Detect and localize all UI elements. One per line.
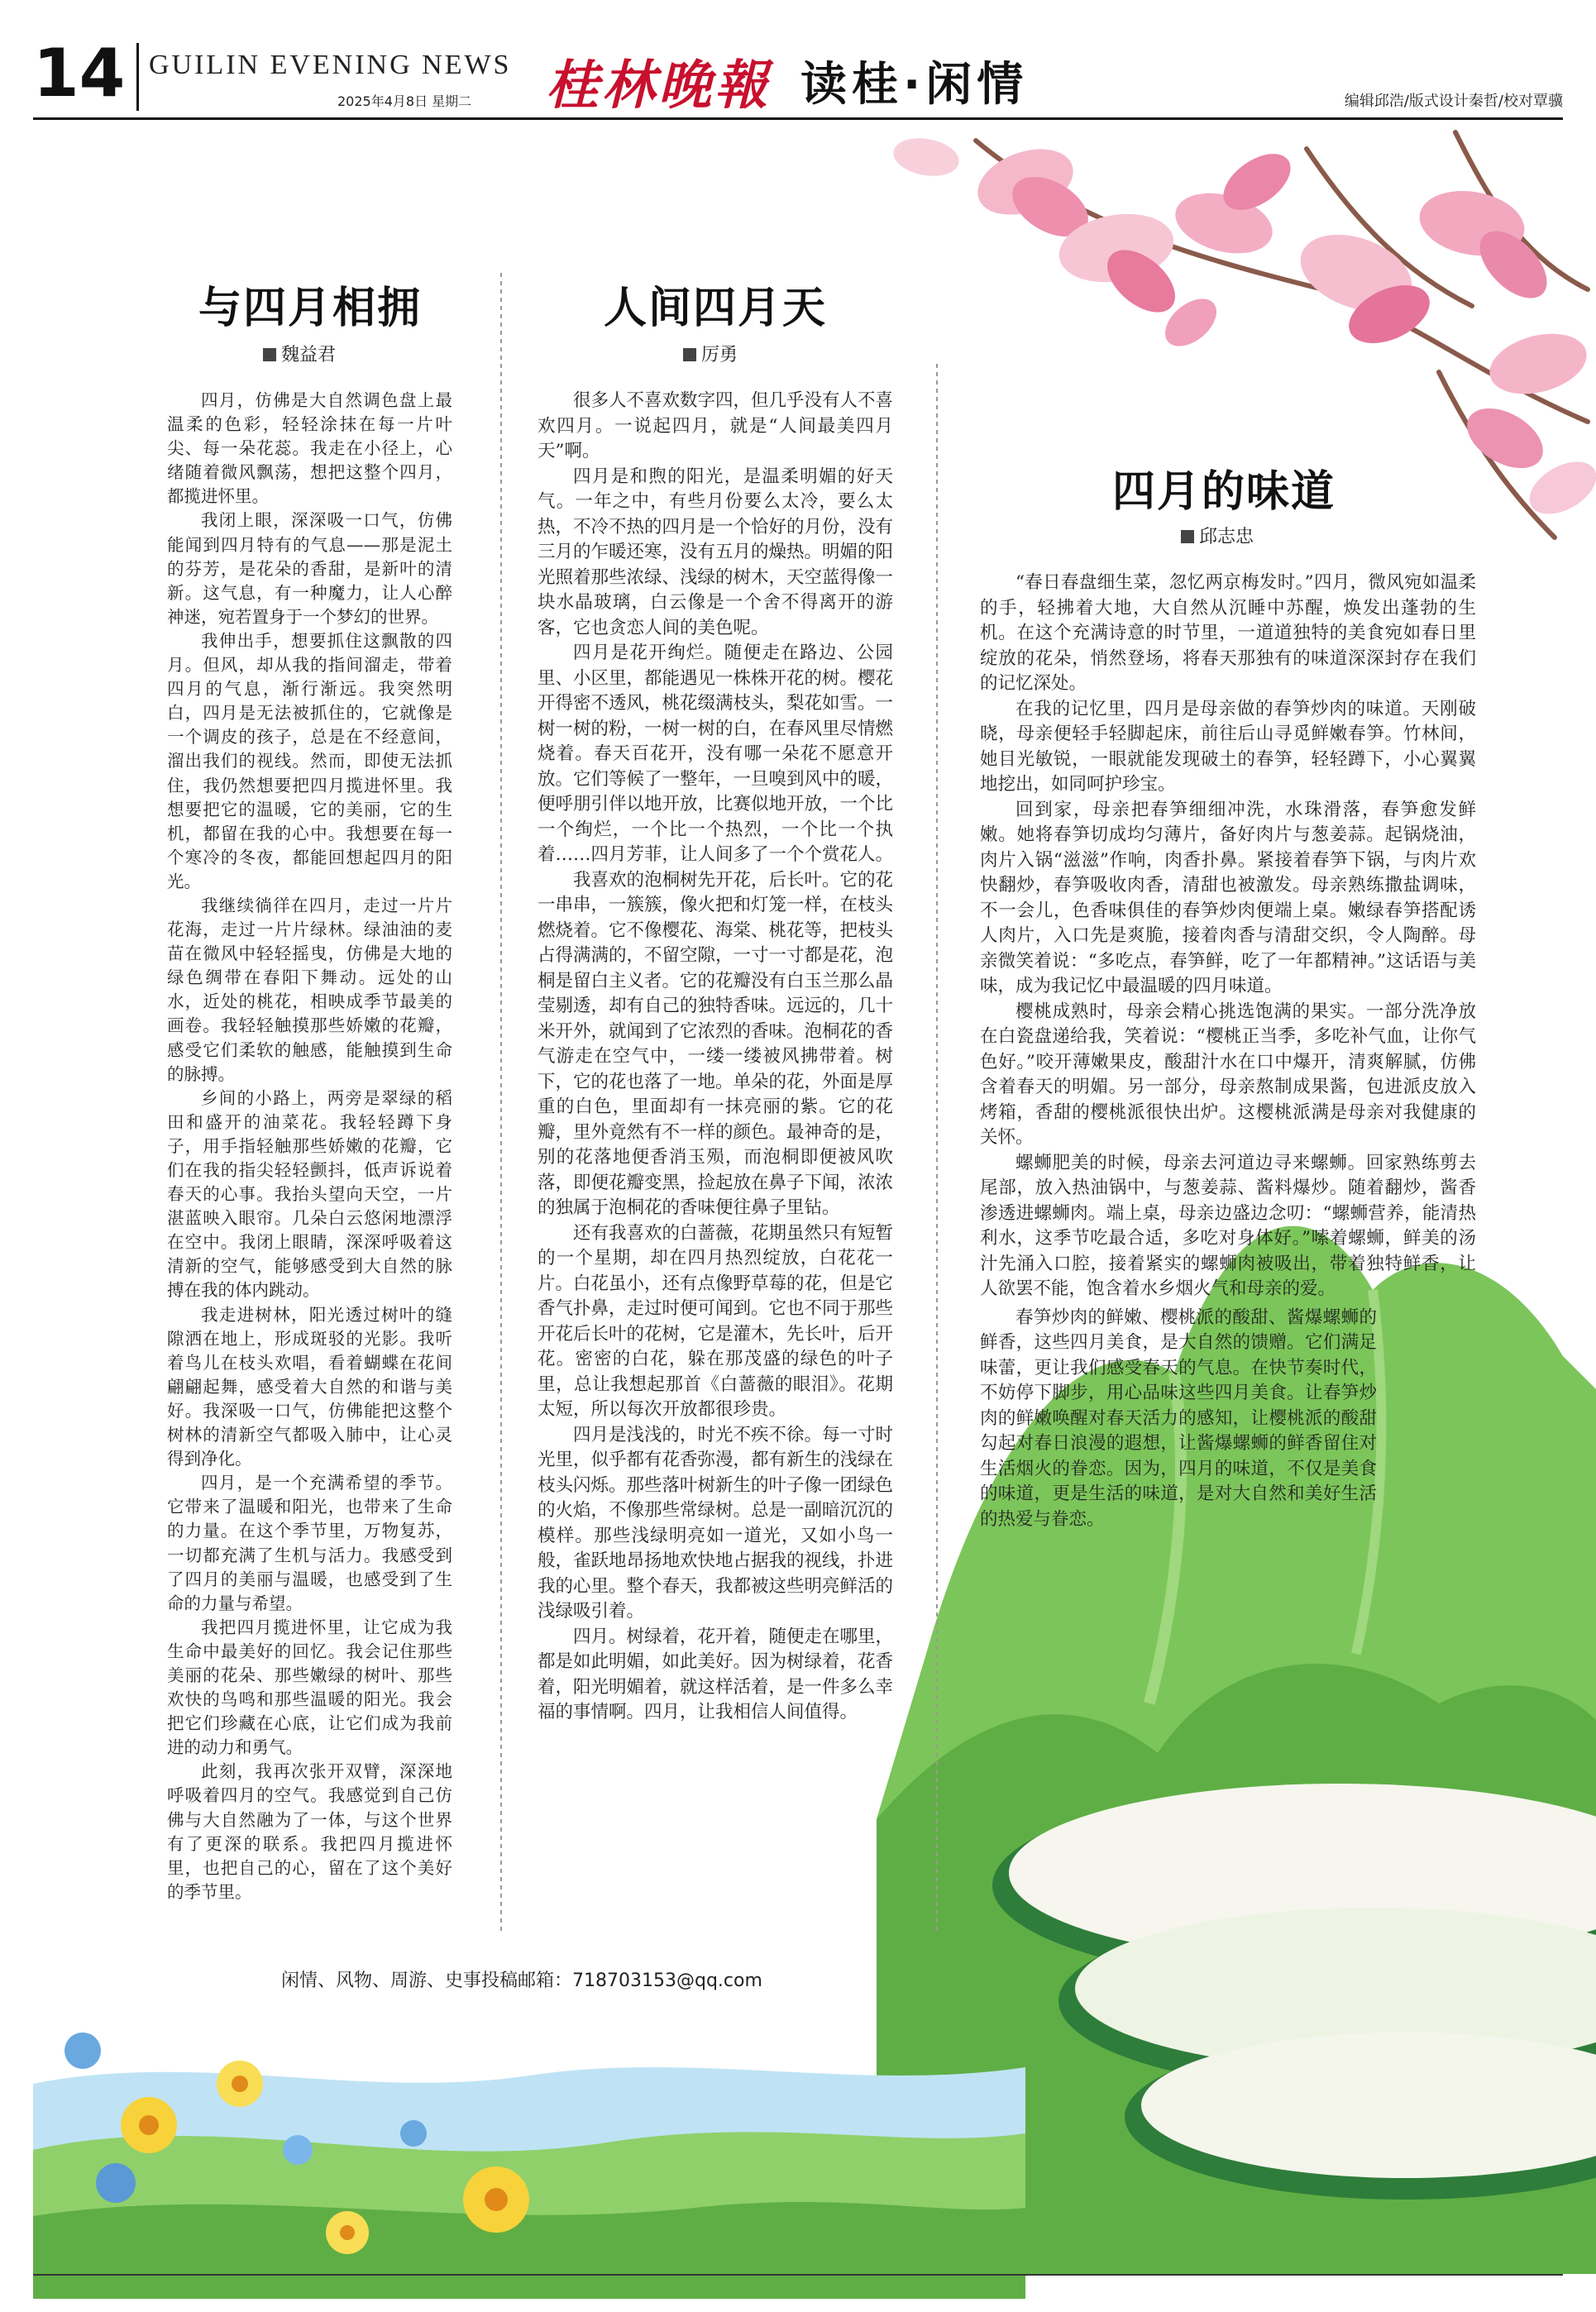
article-body [980,571,1476,1302]
paragraph: 很多人不喜欢数字四，但几乎没有人不喜欢四月。一说起四月，就是“人间最美四月天”啊。 [538,390,894,461]
paragraph: 我继续徜徉在四月，走过一片片花海，走过一片片绿林。绿油油的麦苗在微风中轻轻摇曳，仿佛是大地的绿色绸带在春阳下舞动。远处的山水，近处的桃花，相映成季节最美的画卷。我轻轻触摸那些娇嫩的花瓣，感受它们柔软的触感，能触摸到生命的脉搏。 [167,895,452,1084]
paragraph: 春笋炒肉的鲜嫩、樱桃派的酸甜、酱爆螺蛳的鲜香，这些四月美食，是大自然的馈赠。它们满足味蕾，更让我们感受春天的气息。在快节奏时代，不妨停下脚步，用心品味这些四月美食。让春笋炒肉的鲜嫩唤醒对春天活力的感知，让樱桃派的酸甜勾起对春日浪漫的遐想，让酱爆螺蛳的鲜香留住对生活烟火的眷恋。因为，四月的味道，不仅是美食的味道，更是生活的味道，是对大自然和美好生活的热爱与眷恋。 [980,1306,1377,1530]
paragraph: 四月是花开绚烂。随便走在路边、公园里、小区里，都能遇见一株株开花的树。樱花开得密不透风，桃花缀满枝头，梨花如雪。一树一树的粉，一树一树的白，在春风里尽情燃烧着。春天百花开，没有哪一朵花不愿意开放。它们等候了一整年，一旦嗅到风中的暖，便呼朋引伴以地开放，比赛似地开放，一个比一个绚烂，一个比一个热烈，一个比一个执着……四月芳菲，让人间多了一个个赏花人。 [538,642,894,865]
article-author: 魏益君 [263,341,336,366]
article-author: 厉勇 [683,341,738,366]
paper-name-english: GUILIN EVENING NEWS [149,50,512,80]
page-number: 14 [33,35,126,112]
paper-name-chinese: 桂林晚報 [546,55,771,117]
issue-date: 2025年4月8日 星期二 [337,93,472,109]
column-divider [936,364,938,1935]
paragraph: 螺蛳肥美的时候，母亲去河道边寻来螺蛳。回家熟练剪去尾部，放入热油锅中，与葱姜蒜、酱料爆炒。随着翻炒，酱香渗透进螺蛳肉。端上桌，母亲边盛边念叨：“螺蛳营养，能清热利水，这季节吃最合适，多吃对身体好。”嗦着螺蛳，鲜美的汤汁先涌入口腔，接着紧实的螺蛳肉被吸出，带着独特鲜香，让人欲罢不能，饱含着水乡烟火气和母亲的爱。 [980,1152,1476,1299]
paragraph: 还有我喜欢的白蔷薇，花期虽然只有短暂的一个星期，却在四月热烈绽放，白花花一片。白花虽小，还有点像野草莓的花，但是它香气扑鼻，走过时便可闻到。它也不同于那些开花后长叶的花树，它是灌木，先长叶，后开花。密密的白花，躲在那茂盛的绿色的叶子里，总让我想起那首《白蔷薇的眼泪》。花期太短，所以每次开放都很珍贵。 [538,1222,894,1420]
section-title: 读桂·闲情 [800,58,1029,112]
article-body-continued [980,1306,1377,1533]
paragraph: 四月是浅浅的，时光不疾不徐。每一寸时光里，似乎都有花香弥漫，都有新生的浅绿在枝头闪烁。那些落叶树新生的叶子像一团绿色的火焰，不像那些常绿树。总是一副暗沉沉的模样。那些浅绿明亮如一道光，又如小鸟一般，雀跃地昂扬地欢快地占据我的视线，扑进我的心里。整个春天，我都被这些明亮鲜活的浅绿吸引着。 [538,1424,894,1622]
paragraph: 我闭上眼，深深吸一口气，仿佛能闻到四月特有的气息——那是泥土的芬芳，是花朵的香甜，是新叶的清新。这气息，有一种魔力，让人心醉神迷，宛若置身于一个梦幻的世界。 [167,510,452,627]
footer-rule [33,2274,1563,2276]
editor-credits: 编辑邱浩/版式设计秦哲/校对覃骥 [1344,93,1563,110]
column-divider [500,273,502,1935]
author-marker-icon [263,348,276,361]
paragraph: 乡间的小路上，两旁是翠绿的稻田和盛开的油菜花。我轻轻蹲下身子，用手指轻触那些娇嫩的花瓣，它们在我的指尖轻轻颤抖，低声诉说着春天的心事。我抬头望向天空，一片湛蓝映入眼帘。几朵白云悠闲地漂浮在空中。我闭上眼睛，深深呼吸着这清新的空气，能够感受到大自然的脉搏在我的体内跳动。 [167,1087,452,1301]
paragraph: 回到家，母亲把春笋细细冲洗，水珠滑落，春笋愈发鲜嫩。她将春笋切成均匀薄片，备好肉片与葱姜蒜。起锅烧油，肉片入锅“滋滋”作响，肉香扑鼻。紧接着春笋下锅，与肉片欢快翻炒，春笋吸收肉香，清甜也被激发。母亲熟练撒盐调味，不一会儿，色香味俱佳的春笋炒肉便端上桌。嫩绿春笋搭配诱人肉片，入口先是爽脆，接着肉香与清甜交织，令人陶醉。母亲微笑着说：“多吃点，春笋鲜，吃了一年都精神。”这话语与美味，成为我记忆中最温暖的四月味道。 [980,799,1476,996]
paragraph: 四月，仿佛是大自然调色盘上最温柔的色彩，轻轻涂抹在每一片叶尖、每一朵花蕊。我走在小径上，心绪随着微风飘荡，想把这整个四月，都揽进怀里。 [167,390,452,507]
flower-meadow-illustration [33,1985,1025,2299]
article-body [167,389,452,1904]
paragraph: 我伸出手，想要抓住这飘散的四月。但风，却从我的指间溜走，带着四月的气息，渐行渐远。我突然明白，四月是无法被抓住的，它就像是一个调皮的孩子，总是在不经意间，溜出我们的视线。然而，即使无法抓住，我仍然想要把四月揽进怀里。我想要把它的温暖，它的美丽，它的生机，都留在我的心中。我想要在每一个寒冷的冬夜，都能回想起四月的阳光。 [167,630,452,891]
paragraph: 四月，是一个充满希望的季节。它带来了温暖和阳光，也带来了生命的力量。在这个季节里，万物复苏，一切都充满了生机与活力。我感受到了四月的美丽与温暖，也感受到了生命的力量与希望。 [167,1473,452,1613]
paragraph: 我走进树林，阳光透过树叶的缝隙洒在地上，形成斑驳的光影。我听着鸟儿在枝头欢唱，看着蝴蝶在花间翩翩起舞，感受着大自然的和谐与美好。我深吸一口气，仿佛能把这整个树林的清新空气都吸入肺中，让心灵得到净化。 [167,1304,452,1469]
article-body [538,389,893,1726]
header-rule [33,117,1563,120]
article-title: 四月的味道 [1111,467,1336,517]
paragraph: 此刻，我再次张开双臂，深深地呼吸着四月的空气。我感觉到自己仿佛与大自然融为了一体，与这个世界有了更深的联系。我把四月揽进怀里，也把自己的心，留在了这个美好的季节里。 [167,1761,452,1902]
article-author: 邱志忠 [1181,523,1254,548]
header-divider [136,43,139,111]
author-marker-icon [683,348,696,361]
article-title: 与四月相拥 [198,284,422,333]
paragraph: 樱桃成熟时，母亲会精心挑选饱满的果实。一部分洗净放在白瓷盘递给我，笑着说：“樱桃正当季，多吃补气血，让你气色好。”咬开薄嫩果皮，酸甜汁水在口中爆开，清爽解腻，仿佛含着春天的明媚。另一部分，母亲熬制成果酱，包进派皮放入烤箱，香甜的樱桃派很快出炉。这樱桃派满是母亲对我健康的关怀。 [980,1001,1476,1148]
paragraph: 在我的记忆里，四月是母亲做的春笋炒肉的味道。天刚破晓，母亲便轻手轻脚起床，前往后山寻觅鲜嫩春笋。竹林间，她目光敏锐，一眼就能发现破土的春笋，轻轻蹲下，小心翼翼地挖出，如同呵护珍宝。 [980,698,1476,795]
paragraph: 我喜欢的泡桐树先开花，后长叶。它的花一串串，一簇簇，像火把和灯笼一样，在枝头燃烧着。它不像樱花、海棠、桃花等，把枝头占得满满的，不留空隙，一寸一寸都是花，泡桐是留白主义者。它的花瓣没有白玉兰那么晶莹剔透，却有自己的独特香味。远远的，几十米开外，就闻到了它浓烈的香味。泡桐花的香气游走在空气中，一缕一缕被风拂带着。树下，它的花也落了一地。单朵的花，外面是厚重的白色，里面却有一抹亮丽的紫。它的花瓣，里外竟然有不一样的颜色。最神奇的是，别的花落地便香消玉殒，而泡桐即便被风吹落，即便花瓣变黑，捡起放在鼻子下闻，浓浓的独属于泡桐花的香味便往鼻子里钻。 [538,869,894,1218]
author-marker-icon [1181,530,1194,543]
paragraph: “春日春盘细生菜，忽忆两京梅发时。”四月，微风宛如温柔的手，轻拂着大地，大自然从沉睡中苏醒，焕发出蓬勃的生机。在这个充满诗意的时节里，一道道独特的美食宛如春日里绽放的花朵，悄然登场，将春天那独有的味道深深封存在我们的记忆深处。 [980,572,1476,694]
submission-email-note: 闲情、风物、周游、史事投稿邮箱：718703153@qq.com [281,1970,762,1991]
paragraph: 我把四月揽进怀里，让它成为我生命中最美好的回忆。我会记住那些美丽的花朵、那些嫩绿的树叶、那些欢快的鸟鸣和那些温暖的阳光。我会把它们珍藏在心底，让它们成为我前进的动力和勇气。 [167,1617,452,1758]
article-title: 人间四月天 [603,284,827,333]
paragraph: 四月是和煦的阳光，是温柔明媚的好天气。一年之中，有些月份要么太冷，要么太热，不冷不热的四月是一个恰好的月份，没有三月的乍暖还寒，没有五月的燥热。明媚的阳光照着那些浓绿、浅绿的树木，天空蓝得像一块水晶玻璃，白云像是一个舍不得离开的游客，它也贪恋人间的美色呢。 [538,466,894,638]
paragraph: 四月。树绿着，花开着，随便走在哪里，都是如此明媚，如此美好。因为树绿着，花香着，阳光明媚着，就这样活着，是一件多么幸福的事情啊。四月，让我相信人间值得。 [538,1626,894,1722]
